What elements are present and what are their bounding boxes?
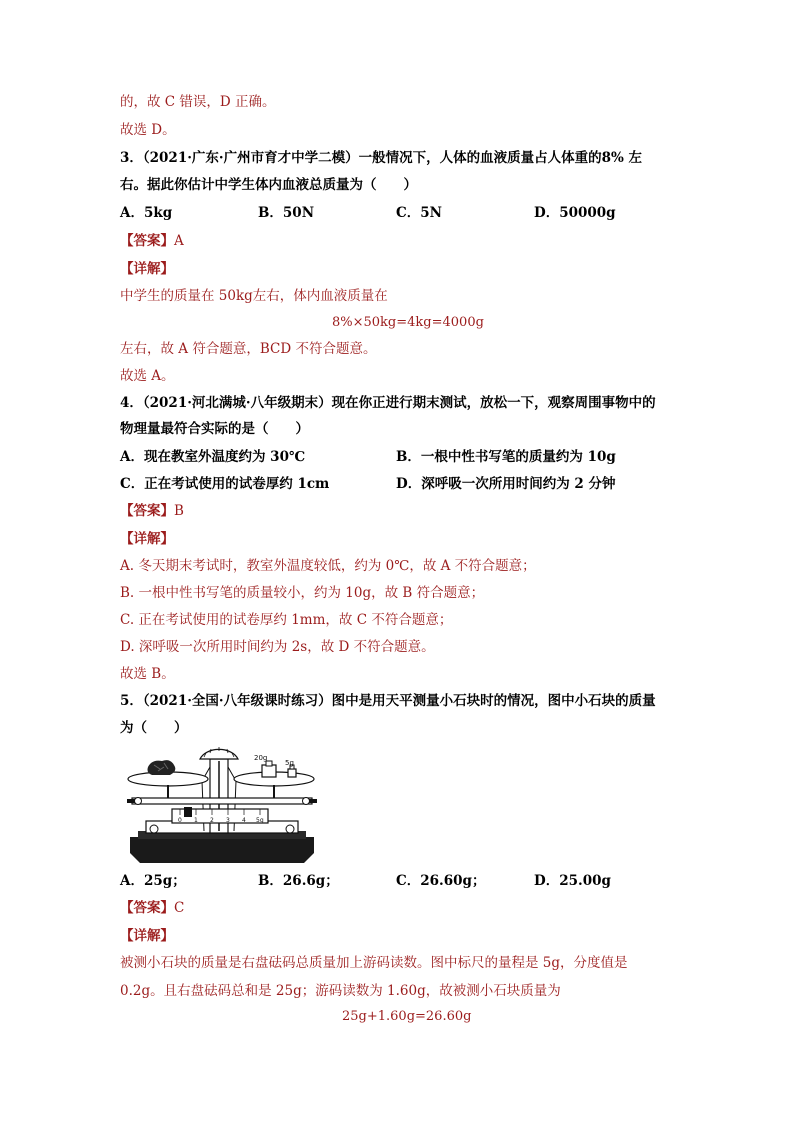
answer-value: C <box>174 900 185 916</box>
detail-tag: 【详解】 <box>120 928 174 944</box>
explanation-line: 被测小石块的质量是右盘砝码总质量加上游码读数。图中标尺的量程是 5g，分度值是 <box>120 955 628 971</box>
explanation-line: B. 一根中性书写笔的质量较小，约为 10g，故 B 符合题意； <box>120 585 485 601</box>
formula: 8%×50kg=4kg=4000g <box>332 315 484 330</box>
option-c: C．正在考试使用的试卷厚约 1cm <box>120 476 330 492</box>
explanation-line: 左右，故 A 符合题意，BCD 不符合题意。 <box>120 341 377 357</box>
choose-line: 故选 A。 <box>120 368 175 384</box>
question-3-stem: 右。据此你估计中学生体内血液总质量为（ ） <box>120 177 417 193</box>
detail-tag: 【详解】 <box>120 531 174 547</box>
text-line: 故选 D。 <box>120 122 176 138</box>
option-c: C．5N <box>396 205 442 221</box>
explanation-line: D. 深呼吸一次所用时间约为 2s，故 D 不符合题意。 <box>120 639 435 655</box>
text-line: 的，故 C 错误，D 正确。 <box>120 94 276 110</box>
explanation-line: 0.2g。且右盘砝码总和是 25g；游码读数为 1.60g，故被测小石块质量为 <box>120 983 561 999</box>
answer-tag: 【答案】 <box>120 503 174 519</box>
option-b: B．26.6g； <box>258 873 339 889</box>
option-d: D．深呼吸一次所用时间约为 2 分钟 <box>396 476 616 492</box>
weight-label-20g: 20g <box>254 754 268 762</box>
question-3-stem: 3．（2021·广东·广州市育才中学二模）一般情况下，人体的血液质量占人体重的8% 左 <box>120 150 643 166</box>
question-4-stem: 4．（2021·河北满城·八年级期末）现在你正进行期末测试，放松一下，观察周围事物中的 <box>120 395 656 411</box>
explanation-line: 中学生的质量在 50kg左右，体内血液质量在 <box>120 288 388 304</box>
scale-label: 1 <box>194 817 198 824</box>
explanation-line: C. 正在考试使用的试卷厚约 1mm，故 C 不符合题意； <box>120 612 453 628</box>
answer-value: A <box>174 233 184 249</box>
option-d: D．25.00g <box>534 873 611 889</box>
answer-line <box>120 501 184 521</box>
explanation-line: A. 冬天期末考试时，教室外温度较低，约为 0℃，故 A 不符合题意； <box>120 558 536 574</box>
answer-line <box>120 898 184 918</box>
balance-figure <box>124 741 320 865</box>
detail-tag: 【详解】 <box>120 261 174 277</box>
scale-label: 5g <box>256 817 264 824</box>
rider <box>184 807 192 817</box>
scale-label: 0 <box>178 817 182 824</box>
question-4-stem: 物理量最符合实际的是（ ） <box>120 421 309 437</box>
formula: 25g+1.60g=26.60g <box>342 1009 472 1024</box>
answer-value: B <box>174 503 184 519</box>
question-5-stem: 5．（2021·全国·八年级课时练习）图中是用天平测量小石块时的情况，图中小石块的质量 <box>120 693 656 709</box>
option-b: B．50N <box>258 205 315 221</box>
scale-label: 4 <box>242 817 246 824</box>
scale-label: 2 <box>210 817 214 824</box>
option-a: A．25g； <box>120 873 186 889</box>
option-a: A．现在教室外温度约为 30℃ <box>120 449 306 465</box>
answer-tag: 【答案】 <box>120 233 174 249</box>
answer-tag: 【答案】 <box>120 900 174 916</box>
answer-line <box>120 231 184 251</box>
option-c: C．26.60g； <box>396 873 486 889</box>
scale-label: 3 <box>226 817 230 824</box>
option-b: B．一根中性书写笔的质量约为 10g <box>396 449 616 465</box>
question-5-stem: 为（ ） <box>120 720 188 736</box>
option-a: A．5kg <box>120 205 173 221</box>
choose-line: 故选 B。 <box>120 666 175 682</box>
option-d: D．50000g <box>534 205 616 221</box>
weight-label-5g: 5g <box>285 759 294 767</box>
